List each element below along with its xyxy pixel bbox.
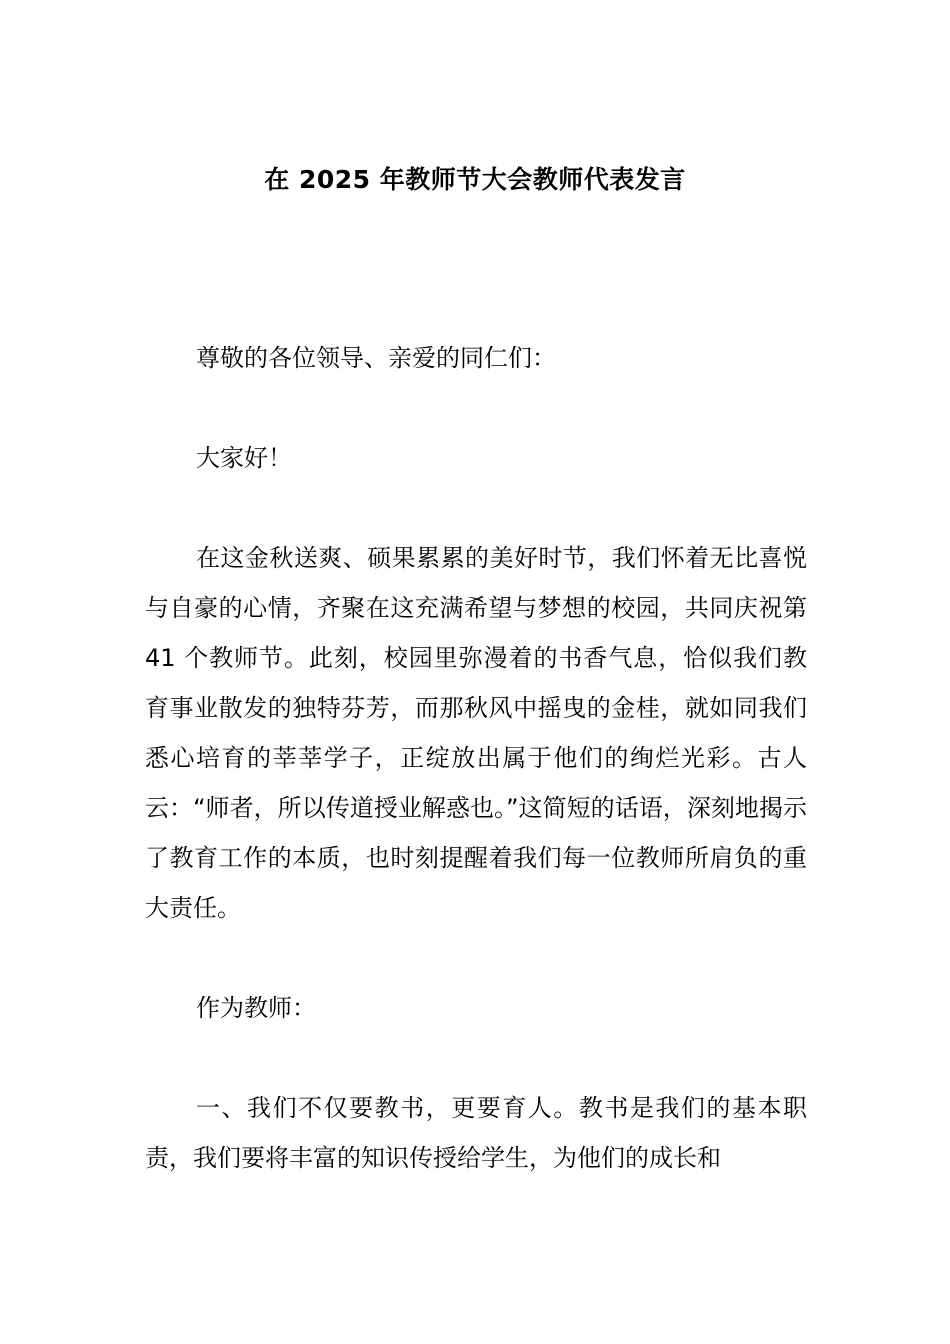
salutation-paragraph: 尊敬的各位领导、亲爱的同仁们： — [196, 344, 556, 372]
point-one-paragraph: 一、我们不仅要教书，更要育人。教书是我们的基本职责，我们要将丰富的知识传授给学生，为他们的成长和 — [145, 1094, 807, 1172]
intro-paragraph: 在这金秋送爽、硕果累累的美好时节，我们怀着无比喜悦与自豪的心情，齐聚在这充满希望与梦想的校园，共同庆祝第 41 个教师节。此刻，校园里弥漫着的书香气息，恰似我们教育事业散发的独特芬芳，而那秋风中摇曳的金桂，就如同我们悉心培育的莘莘学子，正绽放出属于他们的绚烂光彩。古人云：“师者，所以传道授业解惑也。”这简短的话语，深刻地揭示了教育工作的本质，也时刻提醒着我们每一位教师所肩负的重大责任。 — [145, 544, 807, 922]
role-heading-paragraph: 作为教师： — [196, 994, 316, 1022]
document-title: 在 2025 年教师节大会教师代表发言 — [264, 165, 686, 194]
greeting-paragraph: 大家好！ — [196, 444, 292, 472]
